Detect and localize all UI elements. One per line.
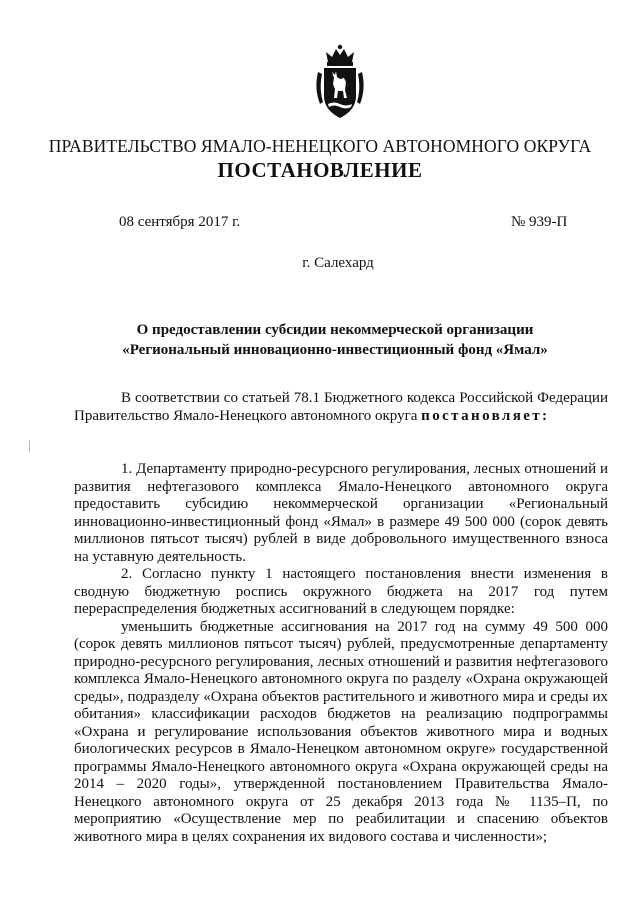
document-body [74, 390, 608, 846]
decree-word: постановляет: [421, 407, 550, 424]
preamble-paragraph [74, 390, 608, 425]
paragraph-3: уменьшить бюджетные ассигнования на 2017 год на сумму 49 500 000 (сорок девять миллионов пятьсот тысяч) рублей, предусмотренные департаменту природно-ресурсного регулирования, лесных отношений и развития нефтегазового комплекса Ямало-Ненецкого автономного округа по разделу «Охрана окружающей среды», подразделу «Охрана объектов растительного и животного мира и среды их обитания» классификации расходов бюджетов на реализацию подпрограммы «Охрана и регулирование использования объектов животного мира и водных биологических ресурсов в Ямало-Ненецком автономном округе» государственной программы Ямало-Ненецкого автономного округа «Охрана окружающей среды на 2014 – 2020 годы», утвержденной постановлением Правительства Ямало-Ненецкого автономного округа от 25 декабря 2013 года № 1135–П, по мероприятию «Осуществление мер по реабилитации и спасению объектов животного мира в целях сохранения их видового состава и численности»; [74, 618, 608, 845]
coat-of-arms-icon [314, 44, 366, 124]
paragraph-1: 1. Департаменту природно-ресурсного регулирования, лесных отношений и развития нефтегазового комплекса Ямало-Ненецкого автономного округа предоставить субсидию некоммерческой организации «Региональный инновационно-инвестиционный фонд «Ямал» в размере 49 500 000 (сорок девять миллионов пятьсот тысяч) рублей в виде добровольного имущественного взноса на уставную деятельность. [74, 461, 608, 565]
subject-line-1: О предоставлении субсидии некоммерческой организации [136, 322, 534, 338]
scan-margin-mark [29, 440, 31, 452]
paragraph-2: 2. Согласно пункту 1 настоящего постановления внести изменения в сводную бюджетную роспись окружного бюджета на 2017 год путем перераспределения бюджетных ассигнований в следующем порядке: [74, 566, 608, 617]
document-subject [110, 320, 560, 360]
subject-line-2: «Региональный инновационно-инвестиционный фонд «Ямал» [122, 342, 548, 358]
document-city: г. Салехард [302, 255, 374, 271]
document-type-title: ПОСТАНОВЛЕНИЕ [217, 158, 423, 182]
preamble-text: В соответствии со статьей 78.1 Бюджетного кодекса Российской Федерации Правительство Ямало-Ненецкого автономного округа [74, 390, 608, 424]
government-title: ПРАВИТЕЛЬСТВО ЯМАЛО-НЕНЕЦКОГО АВТОНОМНОГО ОКРУГА [48, 136, 592, 156]
document-date: 08 сентября 2017 г. [119, 214, 241, 230]
document-number: № 939-П [511, 214, 568, 230]
